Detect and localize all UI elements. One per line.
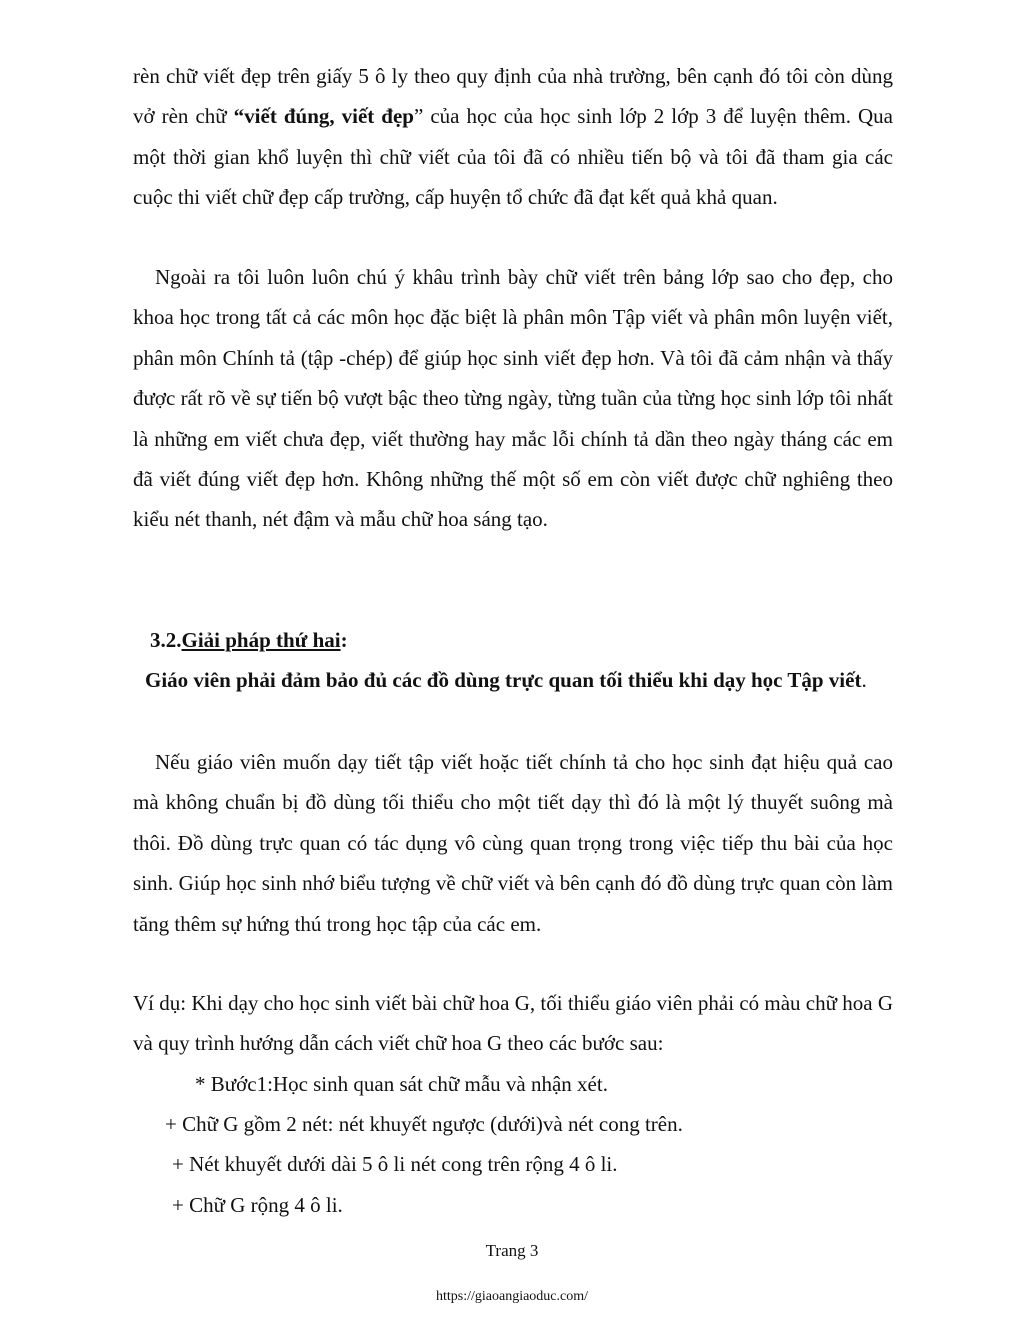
- bullet-item: + Nét khuyết dưới dài 5 ô li nét cong trên rộng 4 ô li.: [172, 1152, 618, 1176]
- paragraph-text: Ngoài ra tôi luôn luôn chú ý khâu trình bày chữ viết trên bảng lớp sao cho đẹp, cho khoa học trong tất cả các môn học đặc biệt là phân môn Tập viết và phân môn luyện viết, phân môn Chính tả (tập -chép) để giúp học sinh viết đẹp hơn. Và tôi đã cảm nhận và thấy được rất rõ về sự tiến bộ vượt bậc theo từng ngày, từng tuần của từng học sinh lớp tôi nhất là những em viết chưa đẹp, viết thường hay mắc lỗi chính tả dần theo ngày tháng các em đã viết đúng viết đẹp hơn. Không những thế một số em còn viết được chữ nghiêng theo kiểu nét thanh, nét đậm và mẫu chữ hoa sáng tạo.: [133, 265, 893, 532]
- paragraph-text: Ví dụ: Khi dạy cho học sinh viết bài chữ hoa G, tối thiểu giáo viên phải có màu chữ hoa G và quy trình hướng dẫn cách viết chữ hoa G theo các bước sau:: [133, 991, 893, 1056]
- paragraph-text: [133, 56, 893, 218]
- paragraph-board-presentation: [133, 257, 893, 540]
- paragraph-text-part1: rèn chữ viết đẹp trên giấy 5 ô ly theo quy định của nhà trường, bên cạnh đó tôi còn dùng vở rèn chữ: [133, 64, 893, 129]
- solution-title-bold: Giáo viên phải đảm bảo đủ các đồ dùng trực quan tối thiểu khi dạy học Tập viết: [145, 668, 862, 692]
- heading-number: 3.2.: [150, 628, 182, 652]
- solution-title: [133, 660, 893, 700]
- paragraph-text-part2: ” của học của học sinh lớp 2 lớp 3 để luyện thêm. Qua một thời gian khổ luyện thì chữ viết của tôi đã có nhiều tiến bộ và tôi đã tham gia các cuộc thi viết chữ đẹp cấp trường, cấp huyện tổ chức đã đạt kết quả khả quan.: [133, 104, 893, 210]
- step-1-line: * Bước1:Học sinh quan sát chữ mẫu và nhận xét.: [195, 1072, 608, 1096]
- paragraph-example: [133, 983, 893, 1064]
- footer-url: https://giaoangiaoduc.com/: [435, 1289, 589, 1304]
- bullet-item: + Chữ G gồm 2 nét: nét khuyết ngược (dưới)và nét cong trên.: [165, 1112, 683, 1136]
- paragraph-text: Nếu giáo viên muốn dạy tiết tập viết hoặc tiết chính tả cho học sinh đạt hiệu quả cao mà không chuẩn bị đồ dùng tối thiểu cho một tiết dạy thì đó là một lý thuyết suông mà thôi. Đồ dùng trực quan có tác dụng vô cùng quan trọng trong việc tiếp thu bài của học sinh. Giúp học sinh nhớ biểu tượng về chữ viết và bên cạnh đó đồ dùng trực quan còn làm tăng thêm sự hứng thú trong học tập của các em.: [133, 750, 893, 936]
- bullet-item: + Chữ G rộng 4 ô li.: [172, 1193, 343, 1217]
- paragraph-visual-aids: [133, 742, 893, 944]
- heading-colon: :: [340, 628, 348, 652]
- heading-text: [150, 620, 890, 660]
- page-number: Trang 3: [485, 1241, 539, 1260]
- bold-phrase: “viết đúng, viết đẹp: [233, 104, 414, 129]
- paragraph-handwriting-practice: [133, 56, 893, 218]
- heading-title: Giải pháp thứ hai: [181, 628, 341, 652]
- solution-title-text: [133, 660, 893, 700]
- section-heading: [150, 620, 890, 660]
- solution-title-end: .: [861, 668, 867, 692]
